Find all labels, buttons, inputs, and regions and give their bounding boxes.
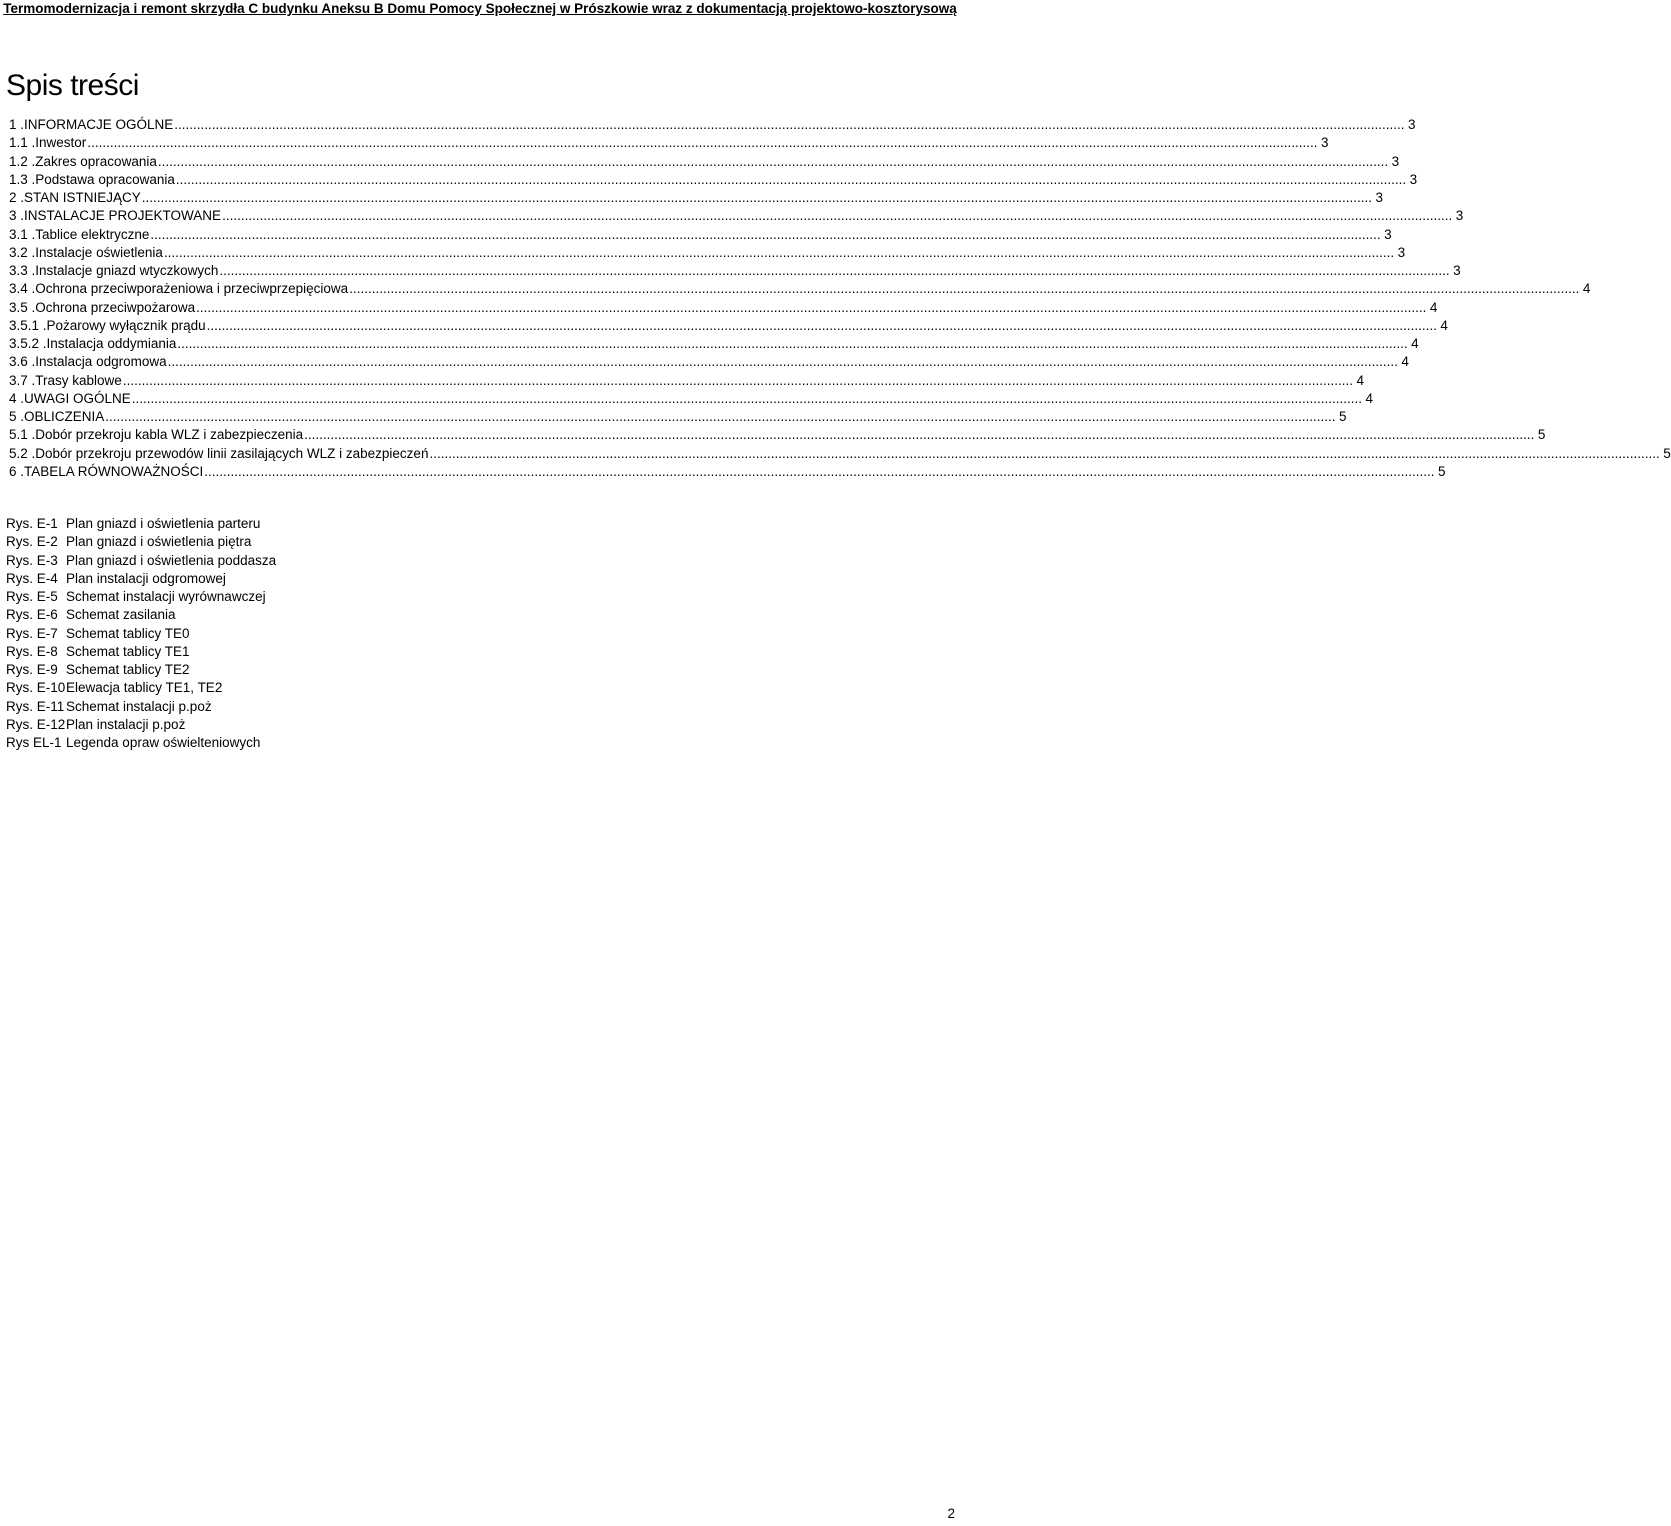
toc-entry-title: Trasy kablowe	[35, 372, 122, 388]
toc-entry-title: Instalacja oddymiania	[46, 336, 177, 351]
toc-entry-number: 6 .	[9, 463, 25, 479]
drawing-name: Elewacja tablicy TE1, TE2	[66, 680, 223, 696]
toc-entry-page: 3	[1397, 244, 1406, 260]
toc-entry-title: Instalacje oświetlenia	[35, 244, 163, 260]
toc-entry-number: 1.1 .	[9, 135, 36, 151]
toc-leader-dots	[222, 207, 1452, 225]
toc-entry-title: Podstawa opracowania	[35, 171, 175, 187]
toc-leader-dots	[177, 335, 1407, 353]
toc-entry-title: Instalacje gniazd wtyczkowych	[35, 263, 219, 278]
toc-entry-page: 4	[1401, 354, 1409, 370]
toc-leader-dots	[87, 134, 1317, 152]
toc-entry-title: TABELA RÓWNOWAŻNOŚCI	[24, 463, 204, 479]
toc-entry-title: Inwestor	[35, 135, 87, 151]
toc-entry-title: Instalacja odgromowa	[35, 354, 167, 370]
toc-title: Spis treści	[6, 69, 139, 102]
toc-entry-number: 3 .	[9, 208, 25, 224]
drawing-name: Schemat tablicy TE1	[66, 643, 190, 659]
drawing-item	[6, 533, 276, 551]
drawing-code: Rys. E-4	[6, 570, 58, 586]
toc-entry-page: 5	[1663, 445, 1671, 461]
toc-entry-page: 3	[1391, 153, 1400, 169]
toc-entry[interactable]	[9, 226, 1392, 244]
drawing-item	[6, 570, 276, 588]
toc-leader-dots	[196, 299, 1426, 317]
toc-leader-dots	[219, 262, 1449, 280]
toc-entry[interactable]	[9, 262, 1461, 280]
toc-leader-dots	[142, 189, 1372, 207]
drawing-item	[6, 588, 276, 606]
drawing-name: Schemat instalacji wyrównawczej	[66, 589, 266, 604]
toc-entry-number: 1.2 .	[9, 153, 36, 169]
toc-entry-number: 3.7 .	[9, 372, 36, 388]
drawing-item	[6, 679, 276, 697]
toc-entry[interactable]	[9, 372, 1365, 390]
toc-entry-page: 5	[1438, 463, 1446, 479]
toc-entry[interactable]	[9, 463, 1446, 481]
toc-leader-dots	[164, 244, 1394, 262]
toc-entry-number: 1.3 .	[9, 171, 36, 187]
drawing-item	[6, 734, 276, 752]
toc-entry[interactable]	[9, 335, 1419, 353]
drawing-item	[6, 552, 276, 570]
page-number: 2	[947, 1506, 955, 1521]
toc-leader-dots	[132, 390, 1362, 408]
document-header	[0, 0, 960, 18]
toc-entry-number: 2 .	[9, 190, 25, 205]
toc-entry-title: Ochrona przeciwporażeniowa i przeciwprzepięciowa	[35, 281, 349, 297]
toc-entry-page: 3	[1408, 117, 1416, 132]
toc-entry-number: 4 .	[9, 390, 25, 406]
toc-entry-number: 3.1 .	[9, 226, 36, 242]
drawing-code: Rys. E-10	[6, 680, 66, 696]
drawing-code: Rys. E-1	[6, 516, 58, 531]
drawing-item	[6, 661, 276, 679]
toc-entry[interactable]	[9, 280, 1591, 298]
toc-leader-dots	[174, 116, 1404, 134]
toc-entry[interactable]	[9, 353, 1409, 371]
toc-entry-title: Ochrona przeciwpożarowa	[35, 299, 196, 315]
toc-entry-number: 3.3 .	[9, 263, 36, 278]
drawing-item	[6, 625, 276, 643]
drawing-name: Schemat tablicy TE0	[66, 625, 190, 641]
drawing-code: Rys. E-6	[6, 607, 58, 623]
drawing-name: Schemat instalacji p.poż	[66, 698, 212, 714]
document-header-title: Termomodernizacja i remont skrzydła C budynku Aneksu B Domu Pomocy Społecznej w Prószkowie wraz z dokumentacją projektowo-kosztorysową	[3, 1, 957, 16]
drawing-code: Rys. E-5	[6, 589, 58, 604]
toc-entry-number: 3.2 .	[9, 244, 36, 260]
drawing-code: Rys. E-3	[6, 552, 58, 568]
toc-entry[interactable]	[9, 317, 1448, 335]
toc-entry[interactable]	[9, 426, 1546, 444]
toc-entry-number: 3.5 .	[9, 299, 36, 315]
toc-entry-title: Pożarowy wyłącznik prądu	[46, 317, 206, 333]
drawing-name: Plan gniazd i oświetlenia poddasza	[66, 552, 277, 568]
drawing-name: Legenda opraw oświelteniowych	[66, 735, 261, 750]
drawings-list	[6, 515, 276, 752]
drawing-item	[6, 716, 276, 734]
toc-entry[interactable]	[9, 299, 1438, 317]
toc-entry-number: 3.5.1 .	[9, 317, 47, 333]
drawing-name: Plan gniazd i oświetlenia piętra	[66, 534, 252, 550]
drawing-code: Rys. E-12	[6, 716, 66, 732]
toc-entry[interactable]	[9, 207, 1464, 225]
toc-entry[interactable]	[9, 408, 1347, 426]
toc-entry-title: Dobór przekroju przewodów linii zasilających WLZ i zabezpieczeń	[35, 445, 429, 461]
toc-leader-dots	[207, 317, 1437, 335]
drawing-code: Rys. E-2	[6, 534, 58, 550]
toc-entry[interactable]	[9, 445, 1671, 463]
toc-entry-title: STAN ISTNIEJĄCY	[24, 190, 141, 205]
toc-leader-dots	[429, 445, 1659, 463]
toc-entry[interactable]	[9, 153, 1400, 171]
toc-entry-page: 4	[1440, 317, 1448, 333]
toc-leader-dots	[105, 408, 1335, 426]
drawing-code: Rys EL-1	[6, 735, 62, 750]
toc-entry-number: 1 .	[9, 117, 25, 132]
toc-entry-title: Zakres opracowania	[35, 153, 157, 169]
toc-entry[interactable]	[9, 116, 1416, 134]
toc-entry-title: Dobór przekroju kabla WLZ i zabezpieczenia	[35, 427, 304, 443]
drawing-name: Schemat zasilania	[66, 607, 176, 623]
toc-entry-page: 5	[1537, 427, 1546, 443]
toc-entry-number: 3.5.2 .	[9, 336, 47, 351]
toc-entry-page: 4	[1429, 299, 1438, 315]
toc-entry[interactable]	[9, 171, 1418, 189]
toc-entry-page: 4	[1356, 372, 1365, 388]
toc-entry-title: INSTALACJE PROJEKTOWANE	[24, 208, 222, 224]
toc-entry-page: 3	[1321, 135, 1329, 151]
toc-entry-number: 5.1 .	[9, 427, 36, 443]
toc-leader-dots	[158, 153, 1388, 171]
toc-entry[interactable]	[9, 134, 1329, 152]
table-of-contents	[9, 116, 1671, 481]
drawing-name: Schemat tablicy TE2	[66, 662, 190, 677]
toc-entry-number: 3.4 .	[9, 281, 36, 297]
drawing-item	[6, 698, 276, 716]
toc-leader-dots	[176, 171, 1406, 189]
toc-leader-dots	[168, 353, 1398, 371]
toc-entry-page: 4	[1411, 336, 1419, 351]
drawing-name: Plan instalacji p.poż	[66, 716, 186, 732]
drawing-name: Plan instalacji odgromowej	[66, 570, 226, 586]
drawing-code: Rys. E-11	[6, 698, 65, 714]
toc-entry-page: 3	[1409, 171, 1418, 187]
toc-entry-page: 4	[1582, 281, 1591, 297]
toc-entry-title: Tablice elektryczne	[35, 226, 150, 242]
drawing-code: Rys. E-9	[6, 662, 58, 677]
toc-leader-dots	[349, 280, 1579, 298]
drawing-item	[6, 606, 276, 624]
toc-entry-page: 3	[1384, 226, 1392, 242]
toc-entry-page: 3	[1375, 190, 1384, 205]
drawing-code: Rys. E-7	[6, 625, 58, 641]
toc-entry-page: 3	[1455, 208, 1464, 224]
toc-entry[interactable]	[9, 390, 1374, 408]
toc-entry-title: UWAGI OGÓLNE	[24, 390, 131, 406]
toc-entry-title: OBLICZENIA	[24, 409, 105, 424]
toc-leader-dots	[204, 463, 1434, 481]
toc-entry-number: 3.6 .	[9, 354, 36, 370]
toc-entry-page: 5	[1339, 409, 1347, 424]
toc-entry-number: 5.2 .	[9, 445, 36, 461]
toc-leader-dots	[123, 372, 1353, 390]
toc-entry[interactable]	[9, 189, 1384, 207]
drawing-code: Rys. E-8	[6, 643, 58, 659]
toc-entry[interactable]	[9, 244, 1406, 262]
toc-leader-dots	[304, 426, 1534, 444]
toc-entry-title: INFORMACJE OGÓLNE	[24, 117, 174, 132]
toc-entry-page: 4	[1365, 390, 1374, 406]
drawing-item	[6, 515, 276, 533]
drawing-item	[6, 643, 276, 661]
toc-leader-dots	[150, 226, 1380, 244]
drawing-name: Plan gniazd i oświetlenia parteru	[66, 516, 261, 531]
toc-entry-number: 5 .	[9, 409, 25, 424]
toc-entry-page: 3	[1453, 263, 1461, 278]
